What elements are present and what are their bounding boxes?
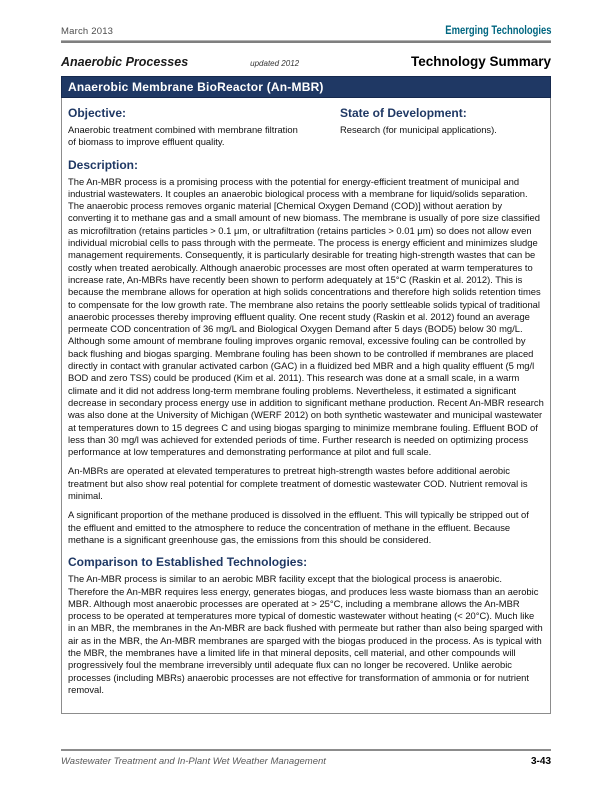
description-paragraph-1: The An-MBR process is a promising process with the potential for energy-efficient treatment of municipal and industrial wastewaters. It couples an anaerobic biological process with a membrane for liquid/solids separation. The anaerobic process removes organic material [Chemical Oxygen Demand (COD)] without aeration by converting it to methane gas and a small amount of new biomass. The membrane is usually of pore size classified as microfiltration (retains particles > 0.1 μm, or ultrafiltration (retains particles > 0.01 μm) so does not allow even individual microbial cells to pass through with the permeate. The process is energy efficient and minimizes sludge management requirements. Consequently, it is particularly desirable for treating high-strength wastes that can be costly when treated aerobically. Although anaerobic processes are most often operated at warm temperatures to increase rate, An-MBRs have recently been shown to perform adequately at 15°C (Raskin et al. 2012). This is because the membrane allows for operation at high solids concentrations and therefore high solids retention times to compensate for the low growth rate. The membrane also retains the poorly settleable solids typical of traditional anaerobic processes thereby improving effluent quality. One recent study (Raskin et al. 2012) found an average permeate COD concentration of 36 mg/L and Biological Oxygen Demand after 5 days (BOD5) below 30 mg/L. Although some amount of membrane fouling improves organic removal, excessive fouling can be controlled by back flushing and biogas sparging. Membrane fouling has been shown to be controlled if membranes are placed directly in contact with granular activated carbon (GAC) in a fluidized bed MBR and a high quality effluent (5 mg/l BOD and zero TSS) could be produced (Kim et al. 2011). This research was done at a small scale, in a warm climate and it did not address long-term membrane fouling problems. Nevertheless, it estimated a significant decrease in secondary process energy use in addition to significant methane production. Recent An-MBR research was also done at the University of Michigan (WERF 2012) on both synthetic wastewater and municipal wastewater at temperatures down to 15 degrees C and using biogas sparging to minimize membrane fouling. Effluent BOD of less than 30 mg/l was achieved for extended periods of time. Further research is needed on optimizing process performance at low temperatures and demonstrating performance at pilot and full scale.	[68, 175, 544, 458]
description-paragraph-3: A significant proportion of the methane produced is dissolved in the effluent. This will typically be stripped out of the effluent and emitted to the atmosphere to reduce the concentration of methane in the effluent. Because methane is a significant greenhouse gas, the emissions from this should be considered.	[68, 509, 529, 545]
objective-body: Anaerobic treatment combined with membrane filtration of biomass to improve effluent quality.	[68, 124, 298, 148]
footer-doc-title: Wastewater Treatment and In-Plant Wet Weather Management	[61, 756, 326, 767]
header-rule	[61, 40, 551, 43]
objective-development-columns	[68, 103, 544, 149]
description-paragraph-2: An-MBRs are operated at elevated temperatures to pretreat high-strength wastes before additional aerobic treatment but also show real potential for complete treatment of domestic wastewater COD. Nutrient removal is minimal.	[68, 465, 528, 502]
section-title: Anaerobic Processes	[61, 55, 189, 69]
header-brand: Emerging Technologies	[444, 25, 551, 37]
comparison-section	[68, 555, 544, 696]
objective-column	[68, 103, 340, 149]
footer-rule	[61, 749, 551, 751]
footer-page-number: 3-43	[530, 756, 551, 767]
technology-banner	[61, 76, 551, 98]
doc-type-label: Technology Summary	[410, 54, 551, 69]
page-footer	[61, 749, 551, 767]
page-header	[61, 25, 551, 37]
objective-heading: Objective:	[68, 106, 127, 120]
description-heading: Description:	[68, 157, 139, 172]
state-of-development-heading: State of Development:	[340, 106, 467, 120]
comparison-heading: Comparison to Established Technologies:	[68, 555, 308, 570]
description-section	[68, 158, 544, 547]
title-row	[61, 54, 551, 69]
content-box	[61, 98, 551, 714]
comparison-paragraph-1: The An-MBR process is similar to an aerobic MBR facility except that the biological process is anaerobic. Therefore the An-MBR requires less energy, generates biogas, and produces less waste biomass than an aerobic MBR. Although most anaerobic processes are operated at > 25°C, including a membrane allows the An-MBR process to be operated at temperatures more typical of domestic wastewater without heating (< 20°C). Much like in an MBR, the membranes in the An-MBR are back flushed with permeate but rather than also being sparged with air as in the MBR, the An-MBR membranes are sparged with the biogas produced in the process. As is typical with the MBR, the membranes have a limited life in that mineral deposits, cell material, and other compounds will progressively foul the membrane irreversibly until adequate flux can no longer be recovered. Unlike aerobic processes (including MBRs) anaerobic processes are not effective for transformation of ammonia or for nutrient removal.	[68, 573, 543, 695]
header-date: March 2013	[61, 26, 114, 37]
development-column	[340, 103, 544, 149]
updated-note: updated 2012	[250, 59, 300, 68]
technology-title: Anaerobic Membrane BioReactor (An-MBR)	[68, 80, 324, 94]
state-of-development-body: Research (for municipal applications).	[340, 124, 497, 135]
